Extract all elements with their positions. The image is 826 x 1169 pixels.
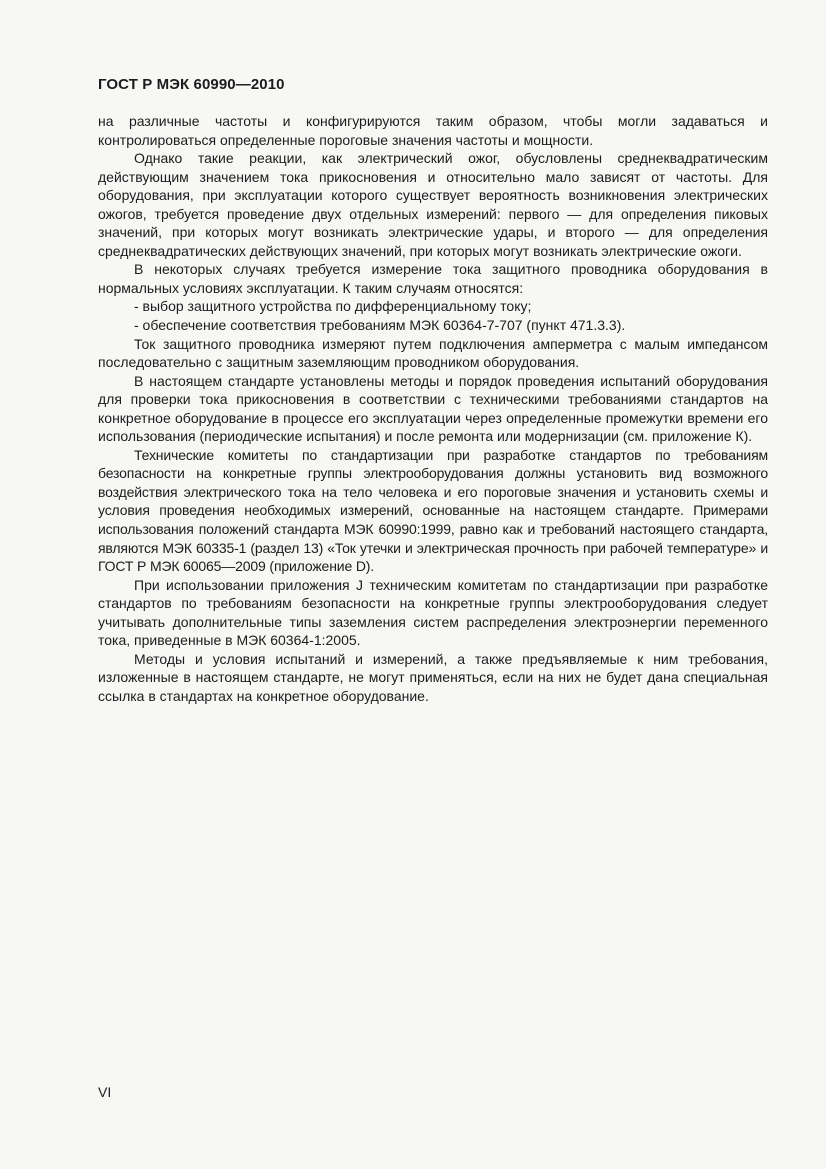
paragraph-applicability: Методы и условия испытаний и измерений, а также предъявляемые к ним требования, изложенные в настоящем стандарте, не могут применяться, если на них не будет дана специальная ссылка в стандартах на конкретное оборудование.	[98, 650, 768, 704]
list-item-rcd-selection: - выбор защитного устройства по дифференциальному току;	[134, 298, 532, 315]
paragraph-technical-committees: Технические комитеты по стандартизации при разработке стандартов по требованиям безопасности на конкретные группы электрооборудования должны установить вид возможного воздействия электрического тока на тело человека и его пороговые значения и установить схемы и условия проведения необходимых измерений, основанные на настоящем стандарте. Примерами использования положений стандарта МЭК 60990:1999, равно как и требований настоящего стандарта, являются МЭК 60335-1 (раздел 13) «Ток утечки и электрическая прочность при рабочей температуре» и ГОСТ Р МЭК 60065—2009 (приложение D).	[98, 446, 768, 575]
paragraph-burn-measurement: Однако такие реакции, как электрический ожог, обусловлены среднеквадратическим действующим значением тока прикосновения и относительно мало зависят от частоты. Для оборудования, при эксплуатации которого существует вероятность возникновения электрических ожогов, требуется проведение двух отдельных измерений: первого — для определения пиковых значений, при которых могут возникать электрические удары, и второго — для определения среднеквадратических действующих значений, при которых могут возникать электрические ожоги.	[98, 150, 768, 259]
document-header: ГОСТ Р МЭК 60990—2010	[98, 76, 285, 93]
paragraph-continuation: на различные частоты и конфигурируются таким образом, чтобы могли задаваться и контролироваться определенные пороговые значения частоты и мощности.	[98, 113, 768, 148]
paragraph-annex-j: При использовании приложения J техническим комитетам по стандартизации при разработке стандартов по требованиям безопасности на конкретные группы электрооборудования следует учитывать дополнительные типы заземления систем распределения электроэнергии переменного тока, приведенные в МЭК 60364-1:2005.	[98, 576, 768, 649]
body-text	[98, 112, 768, 706]
paragraph-test-methods: В настоящем стандарте установлены методы и порядок проведения испытаний оборудования для проверки тока прикосновения в соответствии с техническими требованиями стандартов на конкретное оборудование в процессе его эксплуатации через определенные промежутки времени его использования (периодические испытания) и после ремонта или модернизации (см. приложение К).	[98, 372, 768, 445]
list-item-iec-compliance: - обеспечение соответствия требованиям МЭК 60364-7-707 (пункт 471.3.3).	[134, 317, 626, 334]
paragraph-ammeter-measurement: Ток защитного проводника измеряют путем подключения амперметра с малым импедансом последовательно с защитным заземляющим проводником оборудования.	[98, 335, 768, 371]
page-number: VI	[98, 1084, 112, 1100]
paragraph-protective-conductor-cases: В некоторых случаях требуется измерение тока защитного проводника оборудования в нормальных условиях эксплуатации. К таким случаям относятся:	[98, 261, 768, 296]
